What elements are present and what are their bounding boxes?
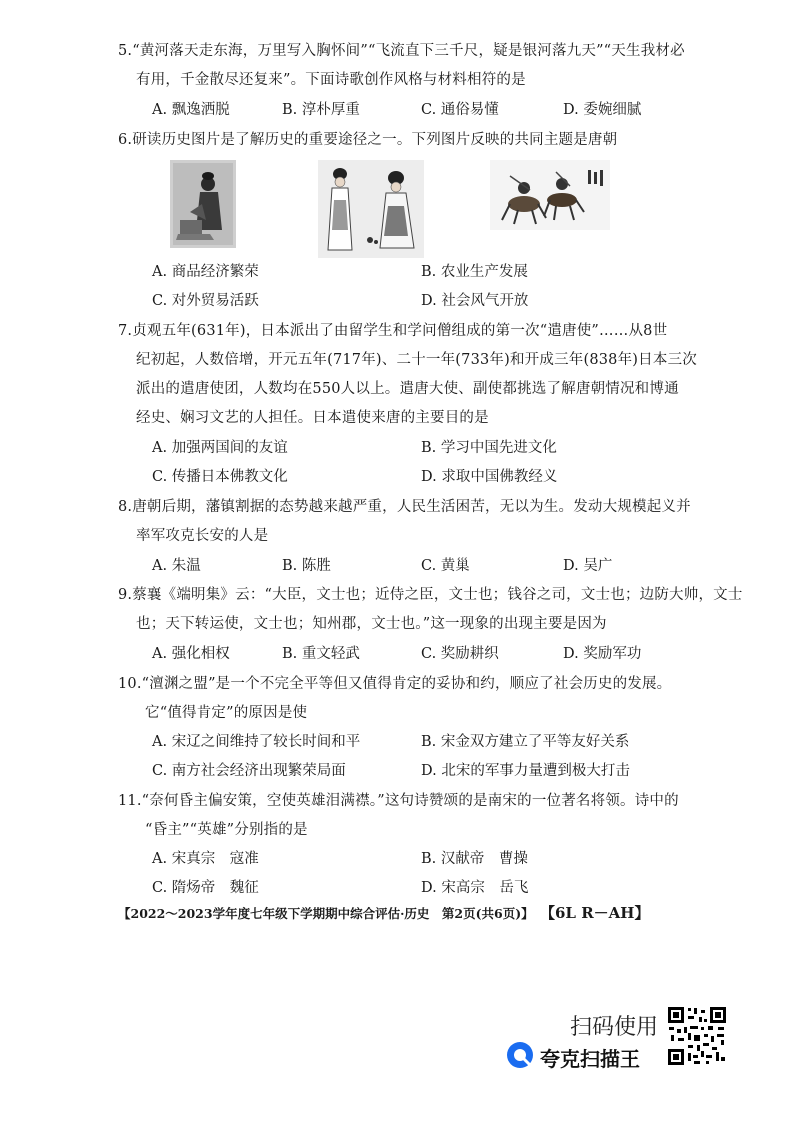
scan-caption: 扫码使用: [570, 1015, 659, 1040]
q6-option-d: D. 社会风气开放: [421, 293, 529, 309]
q9-stem-line2: 也；天下转运使，文士也；知州郡，文士也。”这一现象的出现主要是因为: [136, 616, 607, 632]
q5-option-d: D. 委婉细腻: [563, 102, 642, 118]
q10-option-c: C. 南方社会经济出现繁荣局面: [152, 763, 346, 779]
q8-stem-line1: 8.唐朝后期，藩镇割据的态势越来越严重，人民生活困苦，无以为生。发动大规模起义并: [118, 499, 691, 515]
q5-stem-line2: 有用，千金散尽还复来”。下面诗歌创作风格与材料相符的是: [136, 72, 526, 88]
q6-stem: 6.研读历史图片是了解历史的重要途径之一。下列图片反映的共同主题是唐朝: [118, 132, 618, 148]
q10-option-d: D. 北宋的军事力量遭到极大打击: [421, 763, 630, 779]
page-footer-info: 【2022～2023学年度七年级下学期期中综合评估·历史 第2页(共6页)】: [118, 906, 534, 921]
q8-stem-line2: 率军攻克长安的人是: [136, 528, 269, 544]
q7-stem-line1: 7.贞观五年(631年)，日本派出了由留学生和学问僧组成的第一次“遣唐使”……从8世: [118, 323, 668, 339]
q9-option-c: C. 奖励耕织: [421, 646, 499, 662]
q7-stem-line3: 派出的遣唐使团，人数均在550人以上。遣唐大使、副使都挑选了解唐朝情况和博通: [136, 381, 679, 397]
q11-stem-line1: 11.“奈何昏主偏安策，空使英雄泪满襟。”这句诗赞颂的是南宋的一位著名将领。诗中的: [118, 793, 679, 809]
page-footer-code: 【6L R－AH】: [540, 904, 650, 922]
q9-stem-line1: 9.蔡襄《端明集》云：“大臣，文士也；近侍之臣，文士也；钱谷之司，文士也；边防大帅，文士: [118, 587, 743, 603]
quark-logo-icon: [506, 1041, 534, 1069]
q9-option-b: B. 重文轻武: [282, 646, 360, 662]
q8-option-d: D. 吴广: [563, 558, 613, 574]
polo-painting-image: [490, 160, 610, 230]
q6-option-b: B. 农业生产发展: [421, 264, 528, 280]
ladies-painting-image: [318, 160, 424, 258]
q7-option-b: B. 学习中国先进文化: [421, 440, 557, 456]
q8-option-c: C. 黄巢: [421, 558, 470, 574]
scanner-brand-name: 夸克扫描王: [540, 1047, 640, 1071]
q10-option-a: A. 宋辽之间维持了较长时间和平: [152, 734, 361, 750]
q5-option-b: B. 淳朴厚重: [282, 102, 360, 118]
q8-option-a: A. 朱温: [152, 558, 201, 574]
figure-painting-image: [170, 160, 236, 248]
q11-option-c: C. 隋炀帝 魏征: [152, 880, 259, 896]
q11-option-a: A. 宋真宗 寇准: [152, 851, 259, 867]
q10-option-b: B. 宋金双方建立了平等友好关系: [421, 734, 630, 750]
q11-stem-line2: “昏主”“英雄”分别指的是: [145, 822, 308, 838]
q9-option-a: A. 强化相权: [152, 646, 230, 662]
q11-option-d: D. 宋高宗 岳飞: [421, 880, 529, 896]
q7-stem-line2: 纪初起，人数倍增，开元五年(717年)、二十一年(733年)和开成三年(838年)日本三次: [136, 352, 697, 368]
q7-option-d: D. 求取中国佛教经义: [421, 469, 558, 485]
q7-stem-line4: 经史、娴习文艺的人担任。日本遣使来唐的主要目的是: [136, 410, 489, 426]
q6-option-a: A. 商品经济繁荣: [152, 264, 259, 280]
q5-option-c: C. 通俗易懂: [421, 102, 499, 118]
qr-code-icon[interactable]: [666, 1005, 728, 1067]
q7-option-c: C. 传播日本佛教文化: [152, 469, 288, 485]
q7-option-a: A. 加强两国间的友谊: [152, 440, 288, 456]
q6-option-c: C. 对外贸易活跃: [152, 293, 259, 309]
q5-stem-line1: 5.“黄河落天走东海，万里写入胸怀间”“飞流直下三千尺，疑是银河落九天”“天生我材必: [118, 43, 685, 59]
q9-option-d: D. 奖励军功: [563, 646, 642, 662]
q8-option-b: B. 陈胜: [282, 558, 331, 574]
q11-option-b: B. 汉献帝 曹操: [421, 851, 528, 867]
q10-stem-line1: 10.“澶渊之盟”是一个不完全平等但又值得肯定的妥协和约，顺应了社会历史的发展。: [118, 676, 672, 692]
q10-stem-line2: 它“值得肯定”的原因是使: [145, 705, 308, 721]
q5-option-a: A. 飘逸洒脱: [152, 102, 230, 118]
